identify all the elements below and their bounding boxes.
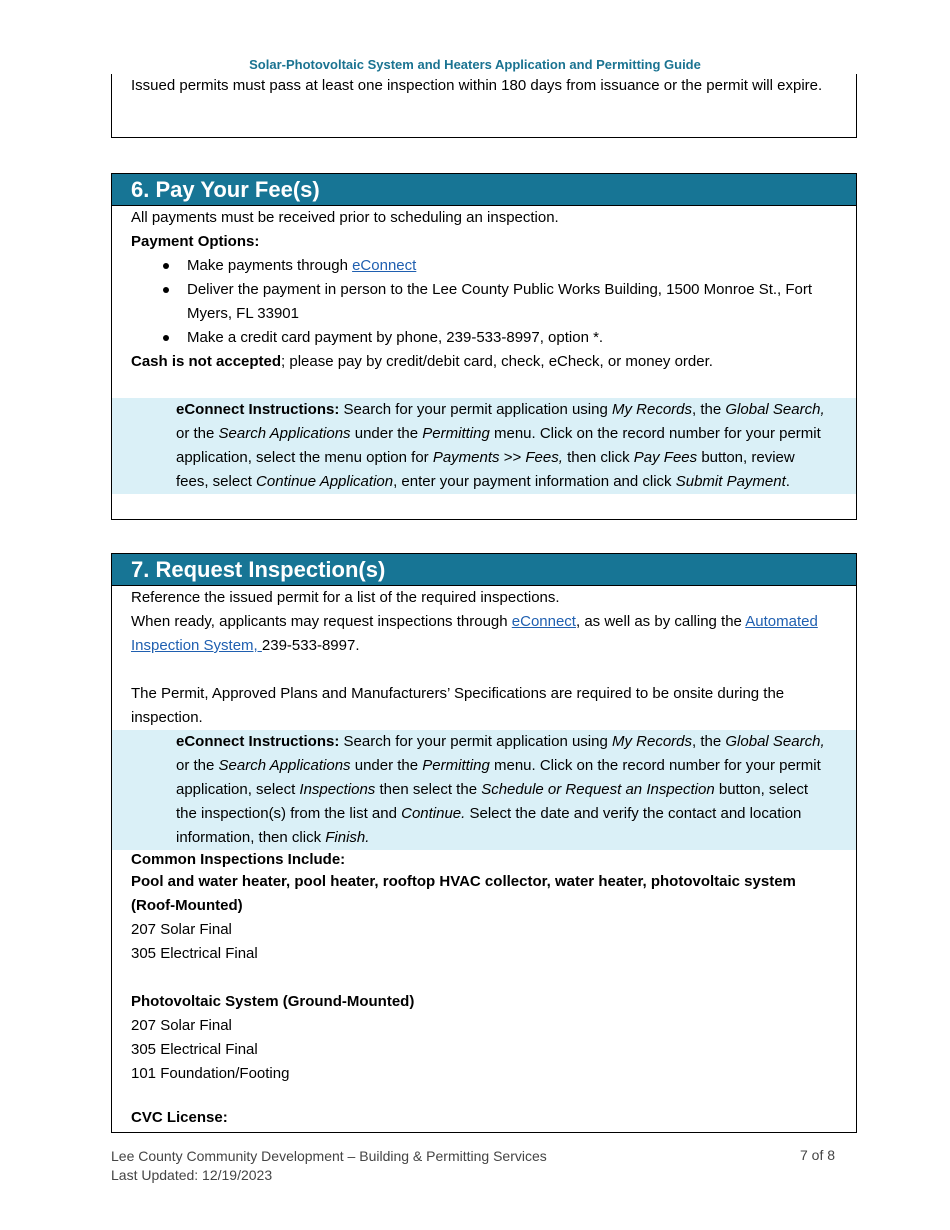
onsite-requirement: The Permit, Approved Plans and Manufacturers’ Specifications are required to be onsite during the inspection.	[131, 685, 785, 726]
list-item: 305 Electrical Final	[131, 1041, 258, 1058]
common-inspections-label: Common Inspections Include:	[131, 851, 346, 868]
footer-info	[111, 1147, 547, 1185]
group2-title: Photovoltaic System (Ground-Mounted)	[131, 993, 415, 1010]
econnect-inspection-instructions: eConnect Instructions: Search for your permit application using My Records, the Global Search, or the Search Applications under the Permitting menu. Click on the record number for your permit application, select Inspections then select the Schedule or Request an Inspection button, select the inspection(s) from the list and Continue. Select the date and verify the contact and location information, then click Finish.	[112, 730, 856, 850]
list-item: 207 Solar Final	[131, 1017, 232, 1034]
section-6-title: 6. Pay Your Fee(s)	[112, 174, 856, 206]
list-item: Deliver the payment in person to the Lee County Public Works Building, 1500 Monroe St., Fort Myers, FL 33901	[187, 278, 816, 326]
continued-section-box	[111, 74, 857, 138]
page-number: 7 of 8	[800, 1147, 836, 1163]
footer-updated: Last Updated: 12/19/2023	[111, 1167, 273, 1183]
inspection-reference: Reference the issued permit for a list of the required inspections.	[131, 589, 560, 606]
cvc-license-label: CVC License:	[131, 1109, 228, 1126]
inspection-request-info: When ready, applicants may request inspections through eConnect, as well as by calling the Automated Inspection System, 239-533-8997.	[131, 613, 818, 654]
list-item: 305 Electrical Final	[131, 945, 258, 962]
payment-options-list	[112, 254, 856, 350]
econnect-link[interactable]: eConnect	[352, 257, 417, 274]
cash-note: Cash is not accepted; please pay by credit/debit card, check, eCheck, or money order.	[131, 353, 713, 370]
list-item: 207 Solar Final	[131, 921, 232, 938]
econnect-link[interactable]: eConnect	[511, 613, 576, 630]
permit-expiry-note: Issued permits must pass at least one inspection within 180 days from issuance or the permit will expire.	[131, 77, 823, 94]
automated-inspection-link[interactable]: Automated Inspection System,	[131, 613, 818, 654]
group1-title: Pool and water heater, pool heater, rooftop HVAC collector, water heater, photovoltaic system (Roof-Mounted)	[131, 873, 796, 914]
section-7-title: 7. Request Inspection(s)	[112, 554, 856, 586]
list-item: Make a credit card payment by phone, 239-533-8997, option *.	[187, 326, 816, 350]
section-request-inspections	[111, 553, 857, 1133]
payment-intro: All payments must be received prior to scheduling an inspection.	[131, 209, 559, 226]
list-item: Make payments through eConnect	[187, 254, 816, 278]
list-item: 101 Foundation/Footing	[131, 1065, 290, 1082]
section-pay-fees	[111, 173, 857, 520]
page-header-title: Solar-Photovoltaic System and Heaters Application and Permitting Guide	[249, 57, 701, 72]
econnect-payment-instructions: eConnect Instructions: Search for your permit application using My Records, the Global Search, or the Search Applications under the Permitting menu. Click on the record number for your permit application, select the menu option for Payments >> Fees, then click Pay Fees button, review fees, select Continue Application, enter your payment information and click Submit Payment.	[112, 398, 856, 494]
footer-org: Lee County Community Development – Building & Permitting Services	[111, 1148, 547, 1164]
payment-options-label: Payment Options:	[131, 233, 260, 250]
